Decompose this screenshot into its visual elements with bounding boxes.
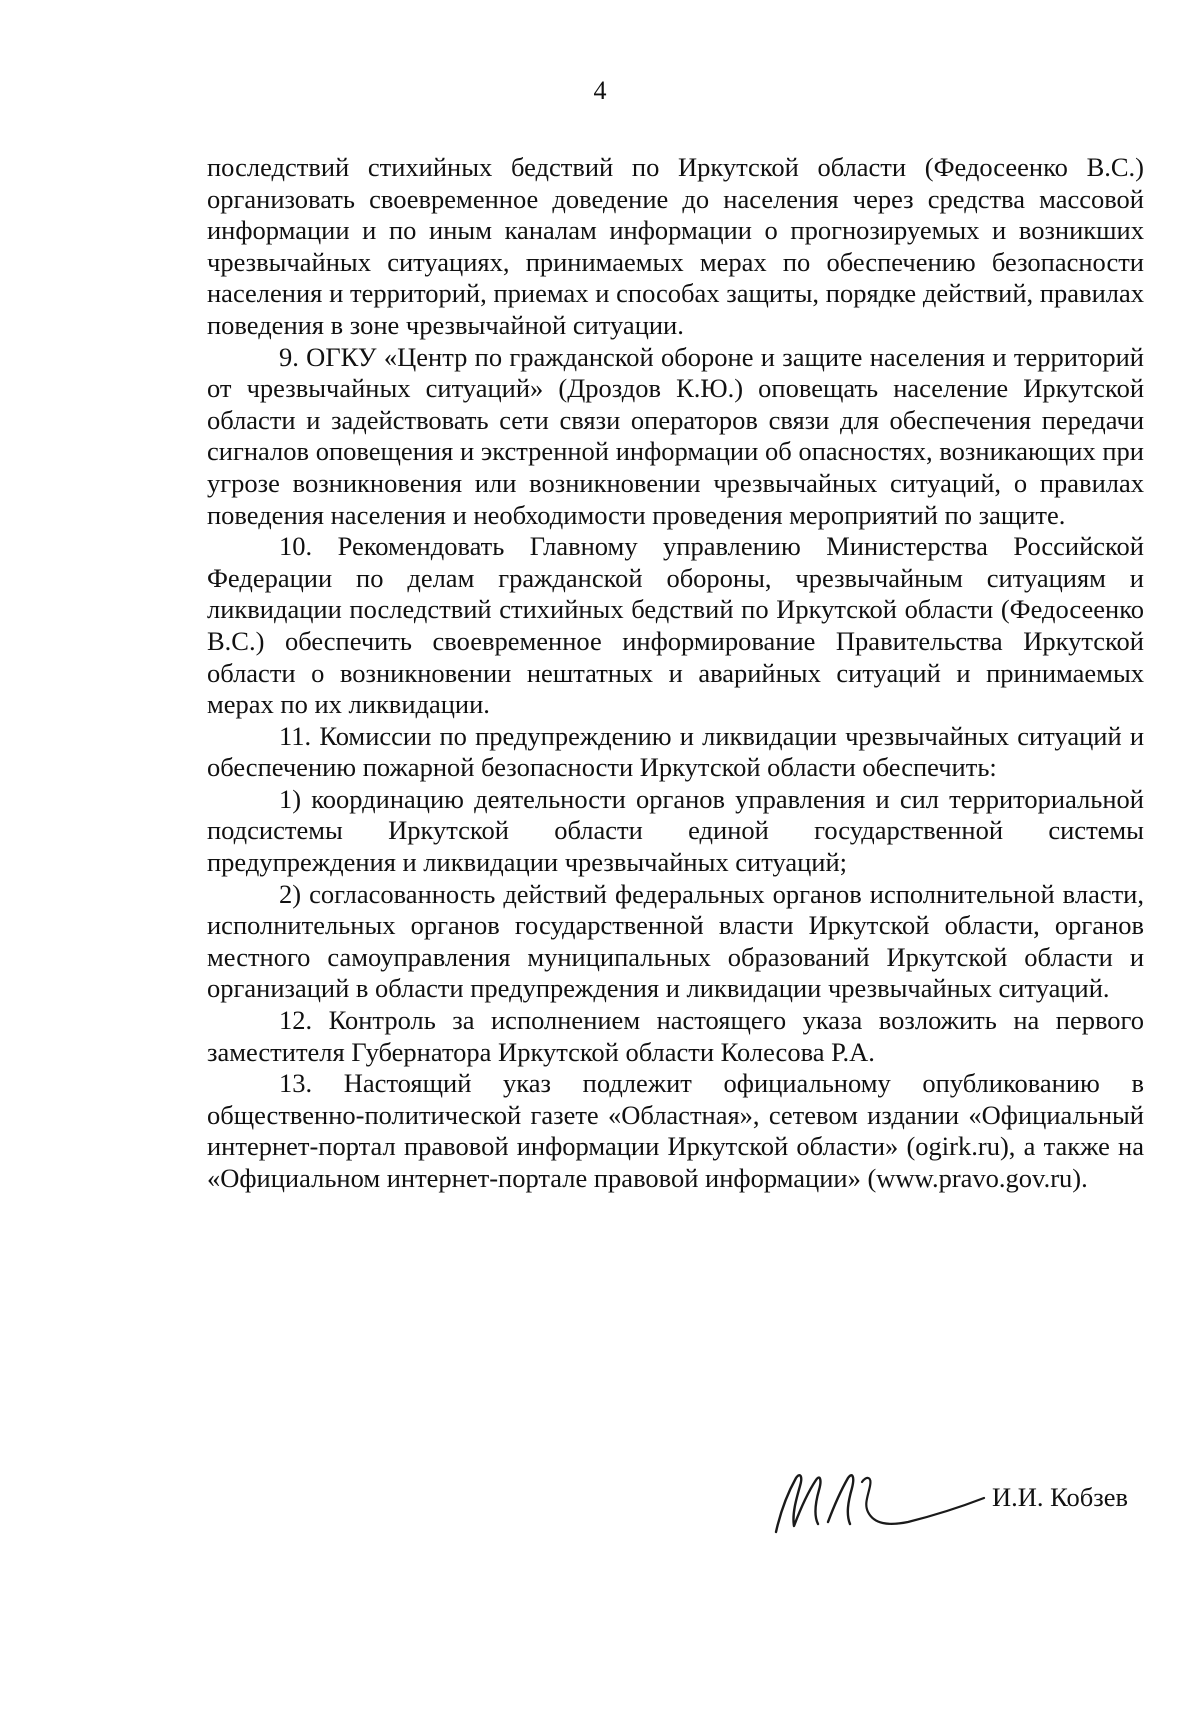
signer-name: И.И. Кобзев: [992, 1482, 1128, 1512]
paragraph-11: 11. Комиссии по предупреждению и ликвидации чрезвычайных ситуаций и обеспечению пожарной безопасности Иркутской области обеспечить:: [207, 720, 1144, 783]
document-body: [207, 152, 1144, 1195]
paragraph-9: 9. ОГКУ «Центр по гражданской обороне и защите населения и территорий от чрезвычайных ситуаций» (Дроздов К.Ю.) оповещать население Иркутской области и задействовать сети связи операторов связи для обеспечения передачи сигналов оповещения и экстренной информации об опасностях, возникающих при угрозе возникновения или возникновении чрезвычайных ситуаций, о правилах поведения населения и необходимости проведения мероприятий по защите.: [207, 341, 1144, 530]
handwritten-signature: [770, 1452, 990, 1542]
paragraph-11-item-1: 1) координацию деятельности органов управления и сил территориальной подсистемы Иркутской области единой государственной системы предупреждения и ликвидации чрезвычайных ситуаций;: [207, 783, 1144, 878]
page-number: 4: [593, 76, 607, 105]
paragraph-10: 10. Рекомендовать Главному управлению Министерства Российской Федерации по делам гражданской обороны, чрезвычайным ситуациям и ликвидации последствий стихийных бедствий по Иркутской области (Федосеенко В.С.) обеспечить своевременное информирование Правительства Иркутской области о возникновении нештатных и аварийных ситуаций и принимаемых мерах по их ликвидации.: [207, 531, 1144, 720]
signature-block: [770, 1452, 1160, 1542]
paragraph-13: 13. Настоящий указ подлежит официальному опубликованию в общественно-политической газете «Областная», сетевом издании «Официальный интернет-портал правовой информации Иркутской области» (ogirk.ru), а также на «Официальном интернет-портале правовой информации» (www.pravo.gov.ru).: [207, 1068, 1144, 1193]
paragraph-continuation: последствий стихийных бедствий по Иркутской области (Федосеенко В.С.) организовать своевременное доведение до населения через средства массовой информации и по иным каналам информации о прогнозируемых и возникших чрезвычайных ситуациях, принимаемых мерах по обеспечению безопасности населения и территорий, приемах и способах защиты, порядке действий, правилах поведения в зоне чрезвычайной ситуации.: [207, 152, 1144, 340]
paragraph-12: 12. Контроль за исполнением настоящего указа возложить на первого заместителя Губернатора Иркутской области Колесова Р.А.: [207, 1005, 1144, 1067]
paragraph-11-item-2: 2) согласованность действий федеральных органов исполнительной власти, исполнительных органов государственной власти Иркутской области, органов местного самоуправления муниципальных образований Иркутской области и организаций в области предупреждения и ликвидации чрезвычайных ситуаций.: [207, 878, 1144, 1004]
